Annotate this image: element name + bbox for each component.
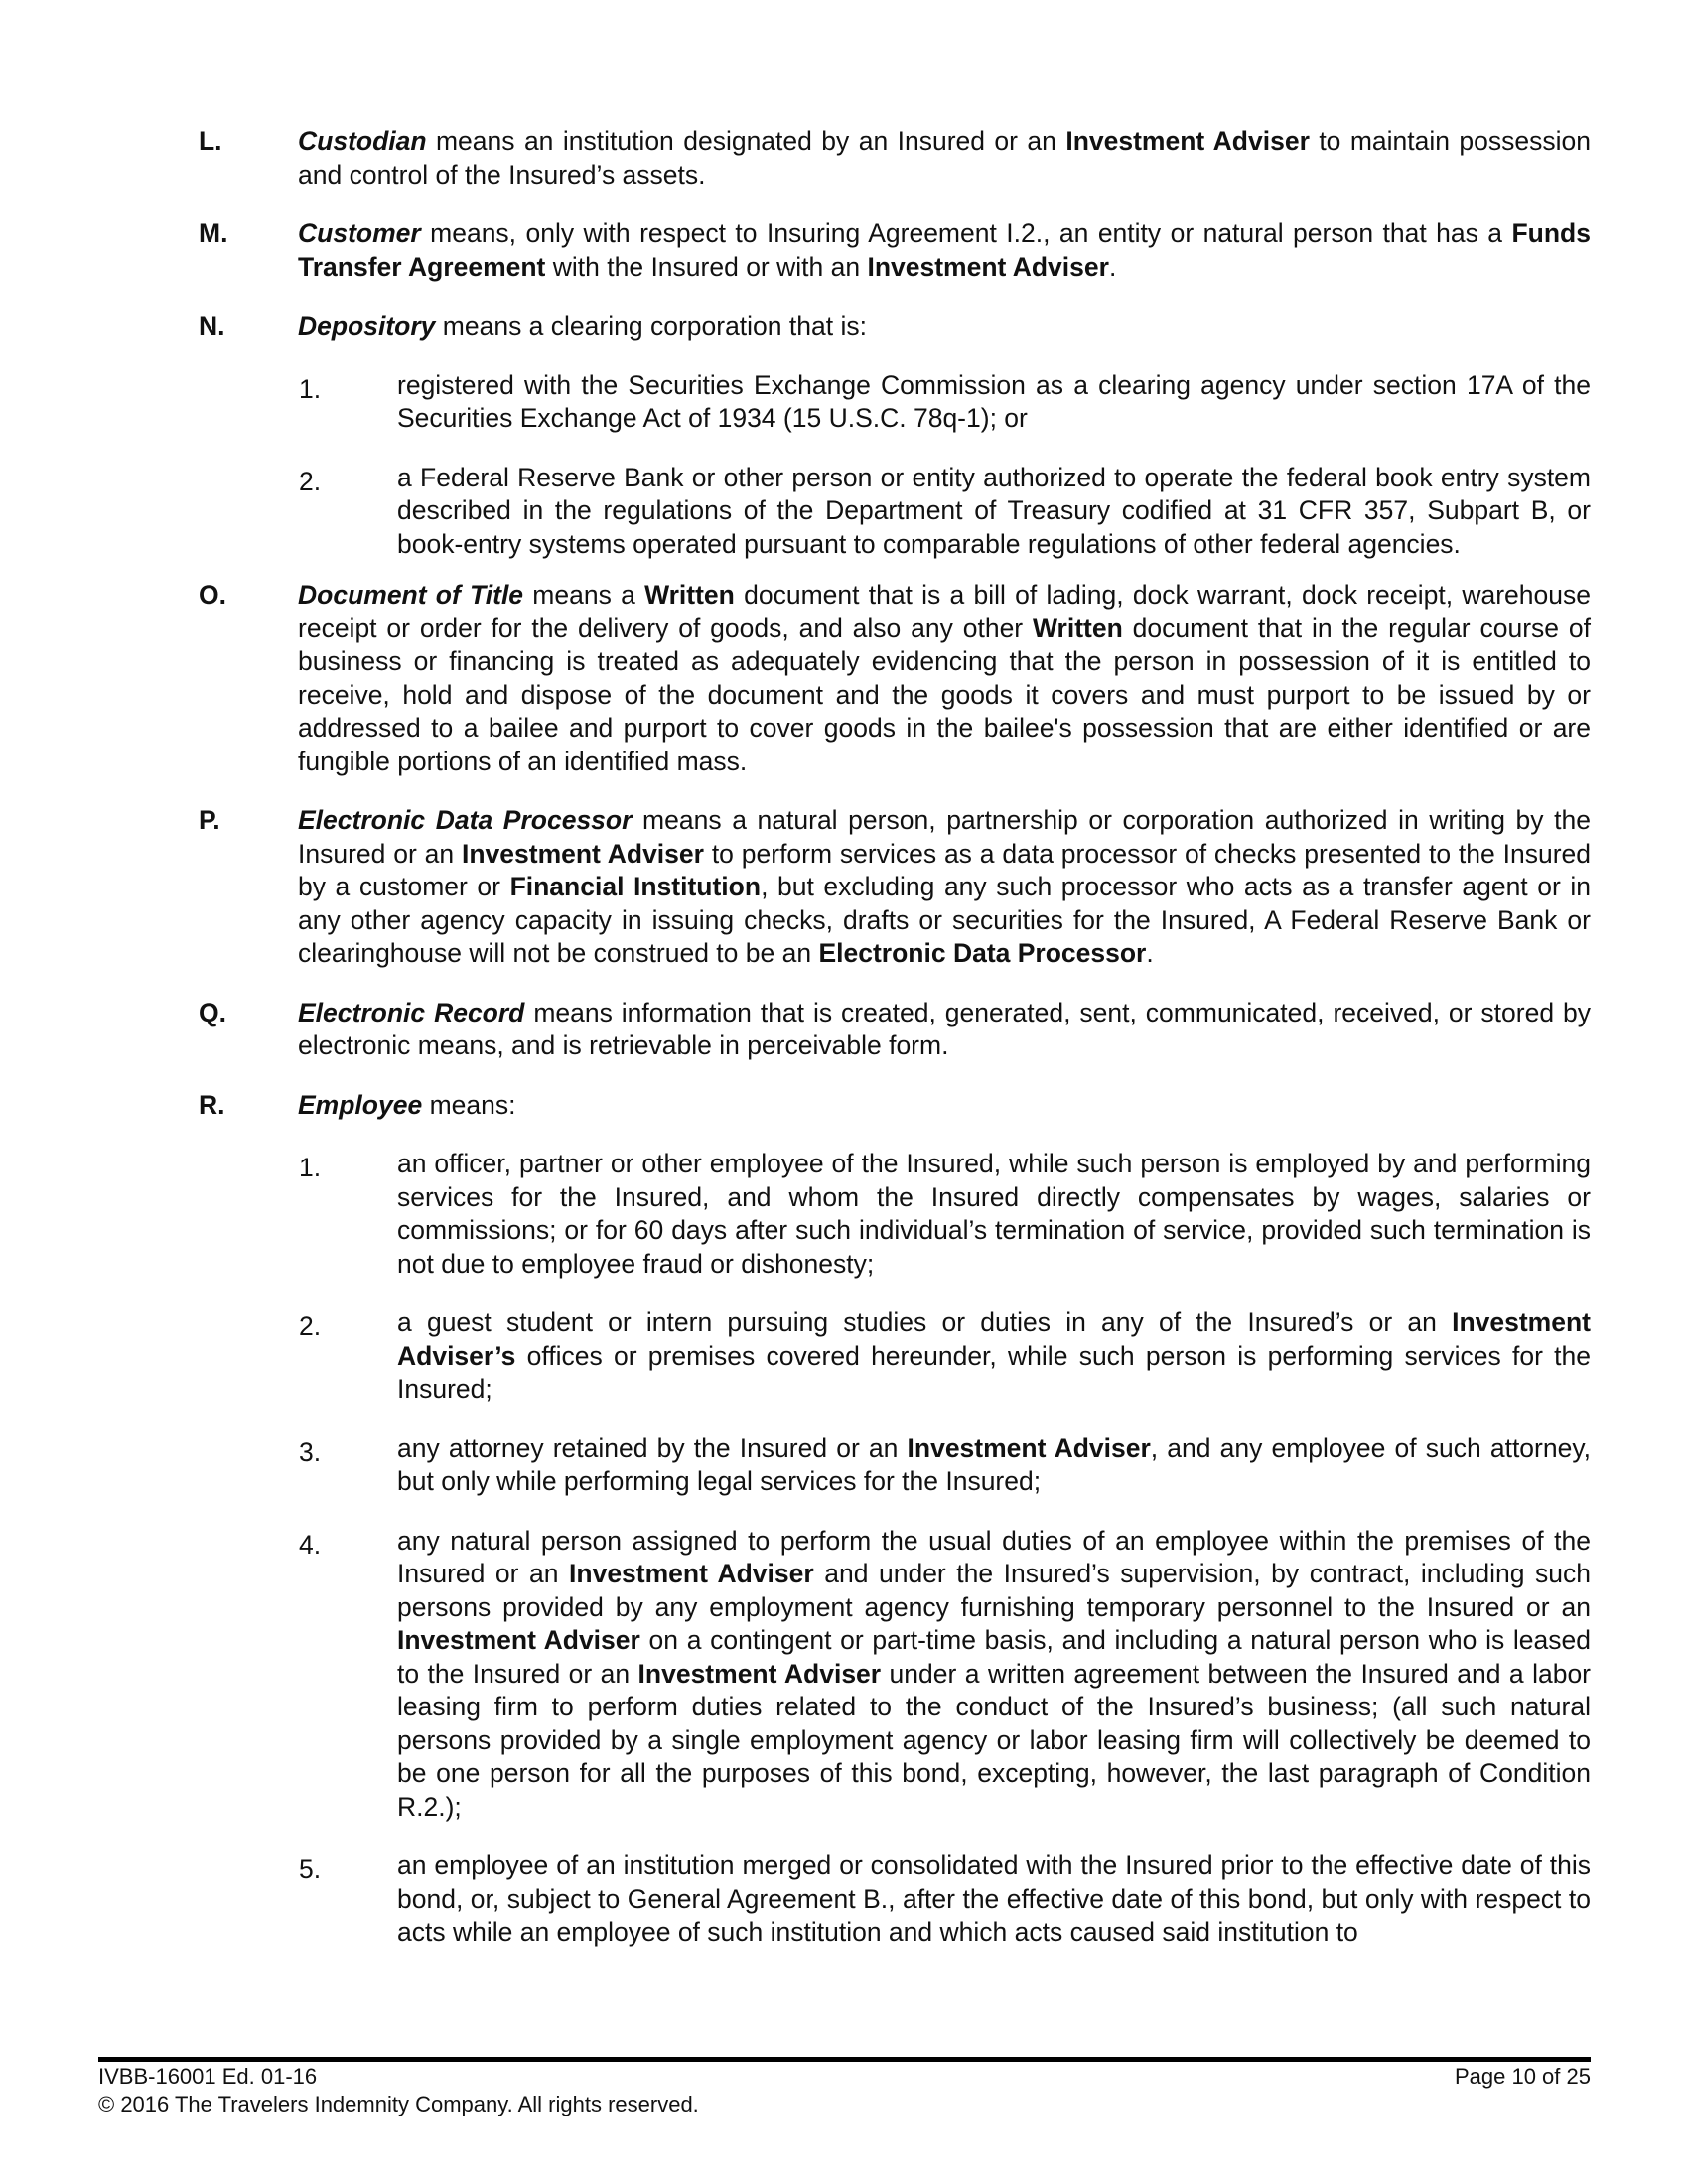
bold-term: Investment Adviser bbox=[569, 1559, 814, 1588]
bold-term: Financial Institution bbox=[509, 872, 762, 901]
item-number: 3. bbox=[299, 1436, 322, 1467]
definition-electronic-record bbox=[199, 997, 1591, 1063]
bold-term: Investment Adviser bbox=[907, 1433, 1151, 1463]
definition-employee bbox=[199, 1089, 1591, 1950]
bold-term: Written bbox=[1033, 613, 1123, 643]
defined-term: Customer bbox=[298, 218, 421, 248]
item-number: 1. bbox=[299, 373, 322, 404]
list-item bbox=[298, 1148, 1591, 1281]
footer-row bbox=[98, 2063, 1591, 2091]
entry-letter: P. bbox=[199, 805, 220, 835]
item-text: a guest student or intern pursuing studies or duties in any of the Insured’s or an Investment Adviser’s offices or premises covered hereunder, while such person is performing services for the Insured; bbox=[397, 1307, 1591, 1404]
definition-text: Electronic Data Processor means a natural person, partnership or corporation authorized in writing by the Insured or an Investment Adviser to perform services as a data processor of checks presented to the Insured by a customer or Financial Institution, but excluding any such processor who acts as a transfer agent or in any other agency capacity in issuing checks, drafts or securities for the Insured, A Federal Reserve Bank or clearinghouse will not be construed to be an Electronic Data Processor. bbox=[298, 805, 1592, 968]
entry-letter: R. bbox=[199, 1089, 225, 1120]
definition-custodian bbox=[199, 125, 1591, 192]
entry-letter: Q. bbox=[199, 997, 226, 1027]
bold-term: Investment Adviser bbox=[461, 838, 704, 869]
defined-term: Depository bbox=[298, 311, 436, 341]
bold-term: Electronic Data Processor bbox=[818, 938, 1147, 968]
defined-term: Electronic Data Processor bbox=[298, 805, 633, 835]
defined-term: Employee bbox=[298, 1089, 423, 1120]
entry-letter: O. bbox=[199, 580, 226, 610]
defined-term: Custodian bbox=[298, 126, 427, 156]
definition-electronic-data-processor bbox=[199, 804, 1591, 971]
item-text: a Federal Reserve Bank or other person or entity authorized to operate the federal book entry system described in the regulations of the Department of Treasury codified at 31 CFR 357, Subpart B, or book-entry systems operated pursuant to comparable regulations of other federal agencies. bbox=[397, 462, 1591, 559]
definition-text: Document of Title means a Written document that is a bill of lading, dock warrant, dock receipt, warehouse receipt or order for the delivery of goods, and also any other Written document that in the regular course of business or financing is treated as adequately evidencing that the person in possession of it is entitled to receive, hold and dispose of the document and the goods it covers and must purport to be issued by or addressed to a bailee and purport to cover goods in the bailee's possession that are either identified or are fungible portions of an identified mass. bbox=[298, 580, 1591, 776]
footer-divider bbox=[98, 2057, 1591, 2062]
list-item bbox=[298, 1525, 1591, 1825]
entry-letter: N. bbox=[199, 311, 225, 341]
list-item bbox=[298, 462, 1591, 562]
list-item bbox=[298, 1306, 1591, 1407]
item-text: any attorney retained by the Insured or an Investment Adviser, and any employee of such attorney, but only while performing legal services for the Insured; bbox=[397, 1433, 1591, 1496]
bold-term: Investment Adviser bbox=[1065, 126, 1310, 156]
item-number: 5. bbox=[299, 1854, 322, 1884]
item-text: an employee of an institution merged or consolidated with the Insured prior to the effective date of this bond, or, subject to General Agreement B., after the effective date of this bond, but only with respect to acts while an employee of such institution and which acts caused said institution to bbox=[397, 1850, 1591, 1947]
list-item bbox=[298, 369, 1591, 436]
item-number: 2. bbox=[299, 1311, 322, 1341]
item-text: any natural person assigned to perform the usual duties of an employee within the premises of the Insured or an Investment Adviser and under the Insured’s supervision, by contract, including such persons provided by any employment agency furnishing temporary personnel to the Insured or an Investment Adviser on a contingent or part-time basis, and including a natural person who is leased to the Insured or an Investment Adviser under a written agreement between the Insured and a labor leasing firm to perform duties related to the conduct of the Insured’s business; (all such natural persons provided by a single employment agency or labor leasing firm will collectively be deemed to be one person for all the purposes of this bond, excepting, however, the last paragraph of Condition R.2.); bbox=[397, 1525, 1592, 1822]
entry-letter: L. bbox=[199, 126, 222, 156]
page-footer bbox=[98, 2063, 1591, 2118]
definition-text: Customer means, only with respect to Insuring Agreement I.2., an entity or natural person that has a Funds Transfer Agreement with the Insured or with an Investment Adviser. bbox=[298, 218, 1591, 282]
item-number: 2. bbox=[299, 466, 322, 496]
sub-list bbox=[298, 369, 1591, 562]
definition-text: Depository means a clearing corporation that is: bbox=[298, 311, 867, 341]
definition-text: Employee means: bbox=[298, 1089, 516, 1120]
form-id: IVBB-16001 Ed. 01-16 bbox=[98, 2064, 318, 2089]
bold-term: Written bbox=[644, 580, 735, 610]
item-number: 1. bbox=[299, 1153, 322, 1182]
document-body bbox=[199, 125, 1591, 1976]
bold-term: Investment Adviser bbox=[397, 1625, 640, 1655]
bold-term: Funds Transfer Agreement bbox=[298, 218, 1591, 282]
list-item bbox=[298, 1849, 1591, 1950]
bold-term: Investment Adviser bbox=[637, 1658, 882, 1689]
bold-term: Investment Adviser bbox=[867, 251, 1109, 282]
copyright: © 2016 The Travelers Indemnity Company. All rights reserved. bbox=[98, 2092, 699, 2116]
defined-term: Document of Title bbox=[298, 580, 524, 610]
entry-letter: M. bbox=[199, 218, 228, 248]
page-number: Page 10 of 25 bbox=[1454, 2064, 1591, 2089]
defined-term: Electronic Record bbox=[298, 997, 525, 1027]
item-number: 4. bbox=[299, 1529, 322, 1560]
definition-depository bbox=[199, 310, 1591, 561]
definition-text: Custodian means an institution designated by an Insured or an Investment Adviser to maintain possession and control of the Insured’s assets. bbox=[298, 126, 1592, 190]
item-text: registered with the Securities Exchange Commission as a clearing agency under section 17A of the Securities Exchange Act of 1934 (15 U.S.C. 78q-1); or bbox=[397, 369, 1591, 433]
list-item bbox=[298, 1433, 1591, 1499]
definition-document-of-title bbox=[199, 579, 1591, 778]
definition-text: Electronic Record means information that is created, generated, sent, communicated, received, or stored by electronic means, and is retrievable in perceivable form. bbox=[298, 997, 1591, 1060]
definition-customer bbox=[199, 217, 1591, 284]
bold-term: Investment Adviser’s bbox=[397, 1307, 1591, 1371]
item-text: an officer, partner or other employee of the Insured, while such person is employed by and performing services for the Insured, and whom the Insured directly compensates by wages, salaries or commissions; or for 60 days after such individual’s termination of service, provided such termination is not due to employee fraud or dishonesty; bbox=[397, 1149, 1591, 1279]
sub-list bbox=[298, 1148, 1591, 1950]
